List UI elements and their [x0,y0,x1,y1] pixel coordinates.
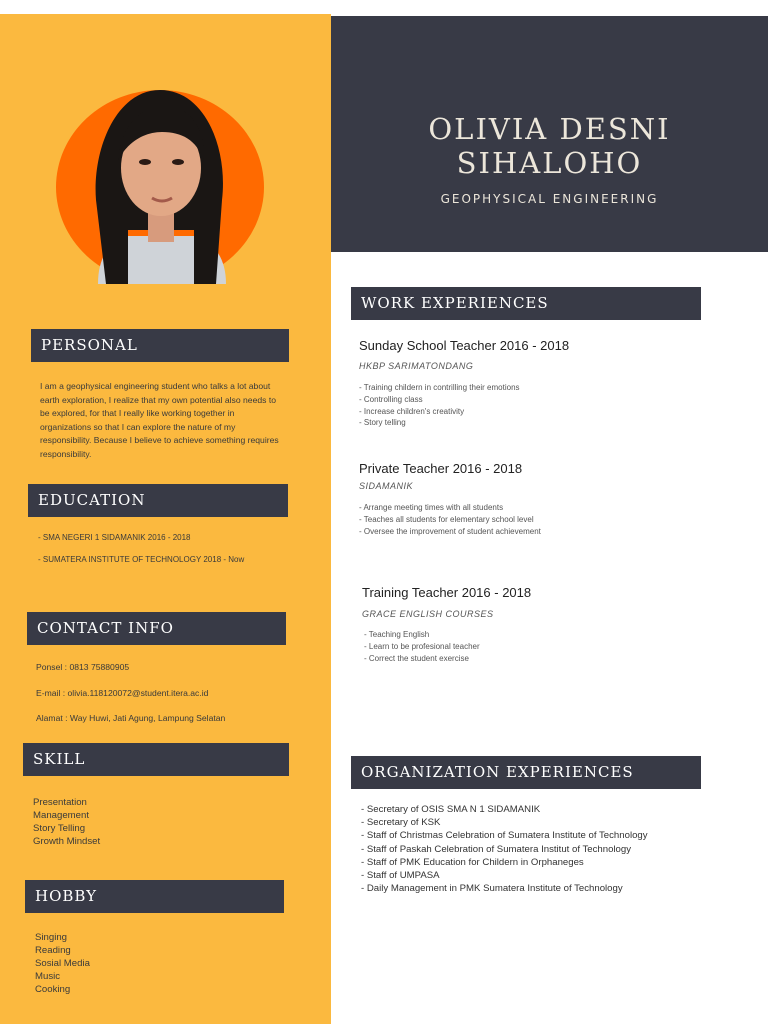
job-bullet: - Controlling class [359,394,423,404]
organization-item: - Secretary of KSK [361,817,441,829]
organization-item: - Staff of Christmas Celebration of Sumatera Institute of Technology [361,830,648,842]
job-title: Private Teacher 2016 - 2018 [359,461,523,476]
skill-item: Management [33,810,89,821]
job-bullet: - Learn to be profesional teacher [364,641,480,651]
contact-email: E-mail : olivia.118120072@student.itera.ac.id [36,688,209,698]
education-item: - SMA NEGERI 1 SIDAMANIK 2016 - 2018 [38,533,191,542]
organization-heading: ORGANIZATION EXPERIENCES [351,756,701,789]
skill-heading: SKILL [23,743,289,776]
work-heading: WORK EXPERIENCES [351,287,701,320]
job-bullet: - Training childern in contrilling their emotions [359,383,520,392]
job-bullet: - Increase children's creativity [359,406,465,416]
candidate-name [331,112,768,180]
organization-item: - Staff of UMPASA [361,870,440,882]
skill-item: Story Telling [33,823,86,834]
job-title: Training Teacher 2016 - 2018 [362,585,532,600]
hobby-item: Singing [35,932,68,943]
hobby-heading: HOBBY [25,880,284,913]
job-bullet: - Correct the student exercise [364,653,469,663]
header-banner [331,16,768,252]
job-title: Sunday School Teacher 2016 - 2018 [359,338,570,353]
job-bullet: - Arrange meeting times with all students [359,503,504,512]
name-line-1: OLIVIA DESNI [428,112,671,146]
hobby-item: Music [35,971,61,982]
hobby-item: Cooking [35,984,71,995]
education-item: - SUMATERA INSTITUTE OF TECHNOLOGY 2018 - Now [38,555,245,564]
job-bullet: - Oversee the improvement of student achievement [359,526,541,536]
organization-item: - Staff of PMK Education for Childern in Orphaneges [361,856,584,868]
top-white-strip [0,0,768,14]
job-organization: HKBP SARIMATONDANG [359,361,474,371]
skill-list [33,796,100,848]
organization-item: - Secretary of OSIS SMA N 1 SIDAMANIK [361,804,541,815]
job-bullet: - Story telling [359,418,406,428]
job-bullets [359,382,520,429]
contact-heading: CONTACT INFO [27,612,286,645]
profile-photo [56,90,264,284]
name-line-2: SIHALOHO [456,146,643,180]
job-organization: SIDAMANIK [359,481,414,491]
job-bullets [359,502,541,537]
skill-item: Presentation [33,797,87,808]
candidate-role: GEOPHYSICAL ENGINEERING [440,192,659,206]
organization-item: - Daily Management in PMK Sumatera Institute of Technology [361,883,623,895]
job-bullet: - Teaching English [364,630,430,639]
personal-heading: PERSONAL [31,329,289,362]
education-heading: EDUCATION [28,484,288,517]
job-bullet: - Teaches all students for elementary school level [359,514,534,524]
personal-text: I am a geophysical engineering student who talks a lot about earth exploration, I realize that my own potential also needs to be explored, for that I really like working together in organizations so that I can explore the nature of my responsibility. Because I believe to achieve something requires responsibility. [40,381,279,459]
organization-item: - Staff of Paskah Celebration of Sumatera Institut of Technology [361,843,632,855]
job-organization: GRACE ENGLISH COURSES [362,609,494,619]
skill-item: Growth Mindset [33,836,101,847]
hobby-item: Sosial Media [35,958,90,969]
contact-address: Alamat : Way Huwi, Jati Agung, Lampung Selatan [36,713,226,723]
hobby-item: Reading [35,945,71,956]
hobby-list [35,931,90,995]
job-bullets [364,629,480,664]
contact-phone: Ponsel : 0813 75880905 [36,662,130,672]
organization-list [361,803,648,895]
